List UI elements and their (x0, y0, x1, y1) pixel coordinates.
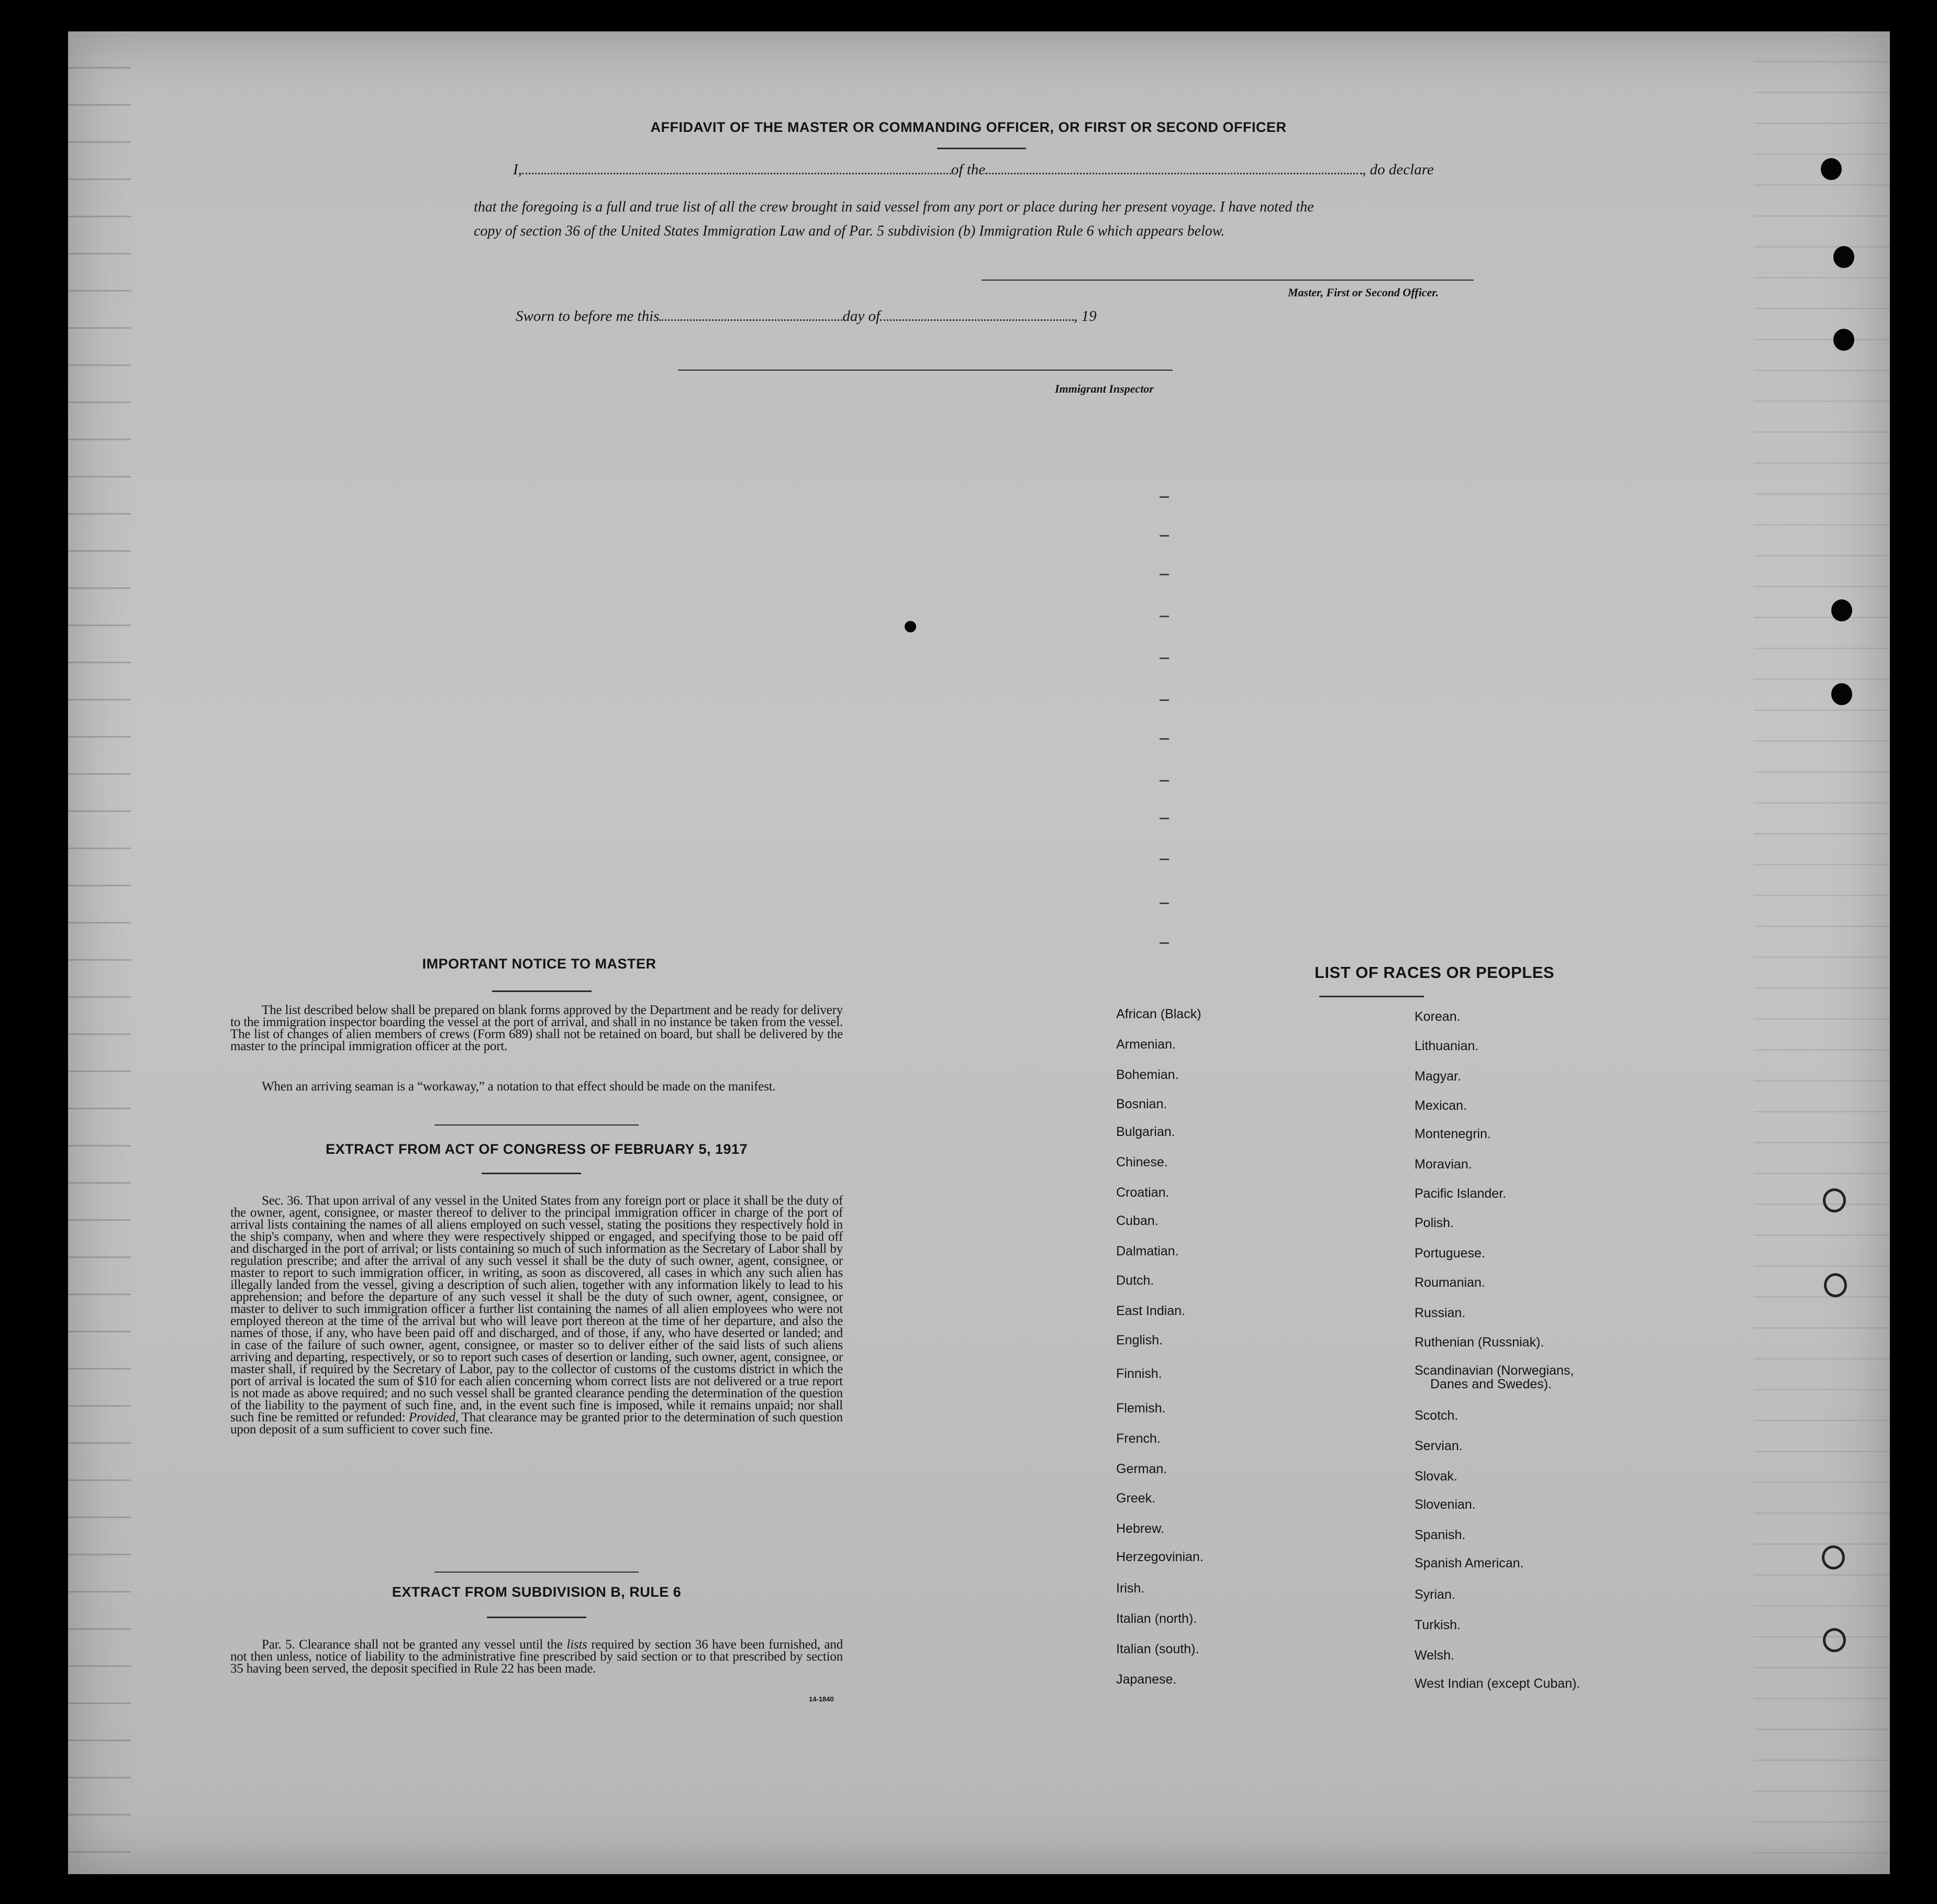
race-item: Bulgarian. (1116, 1124, 1175, 1139)
sworn-month-blank (880, 319, 1074, 321)
race-item: Syrian. (1415, 1587, 1455, 1602)
section-36-body: That upon arrival of any vessel in the United States from any foreign port or place it shall be the duty of the owner, agent, consignee, or master thereof to deliver to the principal immigration officer in charge of the port of arrival lists containing the names of all aliens employed on such vessel, stating the positions they respectively hold in the ship's company, when and where they were respectively shipped or engaged, and specifying those to be paid off and discharged in the port of arrival; or lists containing so much of such information as the Secretary of Labor shall by regulation prescribe; and after the arrival of any such vessel it shall be the duty of such owner, agent, consignee, or master to report to such immigration officer, in writing, as soon as discovered, all cases in which any such alien has illegally landed from the vessel, giving a description of such alien, together with any information likely to lead to his apprehension; and before the departure of any such vessel it shall be the duty of such owner, agent, consignee, or master to deliver to such immigration officer a further list containing the names of all alien employees who were not employed thereon at the time of the arrival but who will leave port thereon at the time of her departure, and also the names of those, if any, who have been paid off and discharged, and of those, if any, who have deserted or landed; and in case of the failure of such owner, agent, consignee, or master so to deliver either of the said lists of such aliens arriving and departing, respectively, or so to report such cases of desertion or landing, such owner, agent, consignee, or master shall, if required by the Secretary of Labor, pay to the collector of customs of the customs district in which the port of arrival is located the sum of $10 for each alien concerning whom correct lists are not delivered or a true report is not made as above required; and no such vessel shall be granted clearance pending the determination of the question of the liability to the payment of such fine, and, in the event such fine is imposed, while it remains unpaid; nor shall such fine be remitted or refunded: (230, 1194, 843, 1424)
signature-line-inspector (678, 370, 1173, 371)
year-text: , 19 (1074, 308, 1097, 325)
race-item: Italian (north). (1116, 1611, 1197, 1626)
rule-paragraph (230, 1639, 843, 1675)
sworn-text: Sworn to before me this (516, 308, 660, 325)
form-number: 14-1840 (809, 1695, 834, 1703)
race-item: East Indian. (1116, 1304, 1186, 1318)
race-item: Chinese. (1116, 1155, 1168, 1170)
race-item: African (Black) (1116, 1007, 1201, 1021)
divider (937, 148, 1026, 149)
race-item: Polish. (1415, 1216, 1454, 1230)
affidavit-i: I, (513, 161, 522, 178)
affidavit-line-1: that the foregoing is a full and true list of all the crew brought in said vessel from any port or place during her present voyage. I have noted the (474, 199, 1314, 215)
lists-word: lists (566, 1638, 587, 1652)
race-item: Roumanian. (1415, 1275, 1485, 1290)
divider (492, 990, 592, 992)
affidavit-line-2: copy of section 36 of the United States Immigration Law and of Par. 5 subdivision (b) Immigration Rule 6 which appears below. (474, 223, 1225, 239)
race-item: Mexican. (1415, 1098, 1467, 1113)
race-item: Finnish. (1116, 1366, 1162, 1381)
section-36-end: That clearance may be granted prior to the determination of such question upon deposit of a sum sufficient to cover such fine. (230, 1410, 843, 1437)
race-item: West Indian (except Cuban). (1415, 1676, 1580, 1691)
race-item: Welsh. (1415, 1648, 1454, 1663)
binder-hole-ring (1823, 1188, 1846, 1212)
race-item: Russian. (1415, 1306, 1466, 1320)
binder-hole-ring (1822, 1545, 1845, 1569)
race-item: Slovak. (1415, 1469, 1457, 1484)
notice-paragraph-1 (230, 1004, 843, 1052)
race-item: Dutch. (1116, 1273, 1154, 1288)
master-label: Master, First or Second Officer. (1288, 286, 1439, 299)
rule-text-a: Par. 5. Clearance shall not be granted any vessel until the (262, 1638, 563, 1652)
race-item: Scotch. (1415, 1408, 1459, 1423)
notice-title: IMPORTANT NOTICE TO MASTER (422, 956, 656, 972)
notice-text-1: The list described below shall be prepared on blank forms approved by the Department and be ready for delivery to the immigration inspector boarding the vessel at the port of arrival, and shall in no instance be taken from the vessel. The list of changes of alien members of crews (Form 689) shall not be retained on board, but shall be delivered by the master to the principal immigration officer at the port. (230, 1003, 843, 1053)
race-item: Portuguese. (1415, 1246, 1485, 1261)
race-item: Bohemian. (1116, 1067, 1179, 1082)
race-item: Ruthenian (Russniak). (1415, 1335, 1544, 1350)
race-item: Spanish American. (1415, 1556, 1524, 1571)
race-item: Slovenian. (1415, 1497, 1476, 1512)
notice-paragraph-2 (230, 1081, 843, 1093)
binder-hole (1821, 158, 1842, 180)
divider (435, 1572, 639, 1573)
race-item: Magyar. (1415, 1069, 1461, 1084)
races-title: LIST OF RACES OR PEOPLES (1314, 963, 1555, 982)
punch-mark (905, 621, 916, 632)
races-left-column (1116, 0, 1430, 1904)
divider (482, 1173, 581, 1174)
race-item: Herzegovinian. (1116, 1550, 1204, 1564)
name-blank (522, 173, 951, 174)
bleed-through-left (68, 31, 131, 1874)
race-item: Croatian. (1116, 1185, 1170, 1200)
notice-text-2: When an arriving seaman is a “workaway,” a notation to that effect should be made on the manifest. (262, 1079, 776, 1094)
affidavit-of-the: of the (951, 161, 986, 178)
race-item: Dalmatian. (1116, 1244, 1179, 1259)
section-36-label: Sec. 36. (262, 1194, 303, 1208)
race-item: Scandinavian (Norwegians, (1415, 1363, 1574, 1378)
race-item: Greek. (1116, 1491, 1156, 1506)
race-item: Moravian. (1415, 1157, 1472, 1172)
race-item: French. (1116, 1431, 1161, 1446)
race-item: Bosnian. (1116, 1097, 1167, 1111)
binder-hole (1833, 246, 1854, 268)
race-item: Spanish. (1415, 1528, 1466, 1542)
binder-hole-ring (1823, 1628, 1846, 1652)
race-item: Lithuanian. (1415, 1039, 1479, 1053)
binder-hole (1831, 599, 1852, 621)
binder-hole-ring (1824, 1273, 1847, 1297)
race-item: Danes and Swedes). (1430, 1377, 1552, 1391)
race-item: Armenian. (1116, 1037, 1176, 1052)
race-item: German. (1116, 1462, 1167, 1476)
binder-hole (1831, 683, 1852, 705)
race-item: Turkish. (1415, 1618, 1461, 1632)
race-item: Hebrew. (1116, 1521, 1164, 1536)
affidavit-title: AFFIDAVIT OF THE MASTER OR COMMANDING OFFICER, OR FIRST OR SECOND OFFICER (650, 119, 1287, 135)
divider (487, 1617, 586, 1618)
extract-rule-title: EXTRACT FROM SUBDIVISION B, RULE 6 (392, 1584, 682, 1600)
binder-hole (1833, 329, 1854, 351)
extract-act-title: EXTRACT FROM ACT OF CONGRESS OF FEBRUARY 5, 1917 (325, 1141, 748, 1157)
race-item: Servian. (1415, 1439, 1463, 1453)
section-36-text (230, 1195, 843, 1435)
race-item: Irish. (1116, 1581, 1145, 1596)
races-right-column (1415, 0, 1781, 1904)
sworn-day-blank (659, 319, 842, 321)
inspector-label: Immigrant Inspector (1055, 382, 1154, 395)
race-item: Korean. (1415, 1009, 1461, 1024)
day-of-text: day of (842, 308, 881, 325)
sworn-line (516, 304, 1196, 329)
race-item: Cuban. (1116, 1213, 1159, 1228)
race-item: Pacific Islander. (1415, 1186, 1507, 1201)
race-item: Flemish. (1116, 1401, 1166, 1416)
rule-text-b: required by section 36 have been furnished, and not then unless, notice of liability to the administrative fine prescribed by said section or to that prescribed by section 35 having been served, the deposit specified in Rule 22 has been made. (230, 1638, 843, 1676)
race-item: English. (1116, 1333, 1163, 1348)
race-item: Japanese. (1116, 1672, 1177, 1687)
provided-word: Provided, (408, 1410, 459, 1424)
divider (435, 1124, 639, 1126)
affidavit-do-declare: , do declare (1362, 161, 1434, 178)
race-item: Montenegrin. (1415, 1127, 1491, 1141)
race-item: Italian (south). (1116, 1642, 1199, 1656)
